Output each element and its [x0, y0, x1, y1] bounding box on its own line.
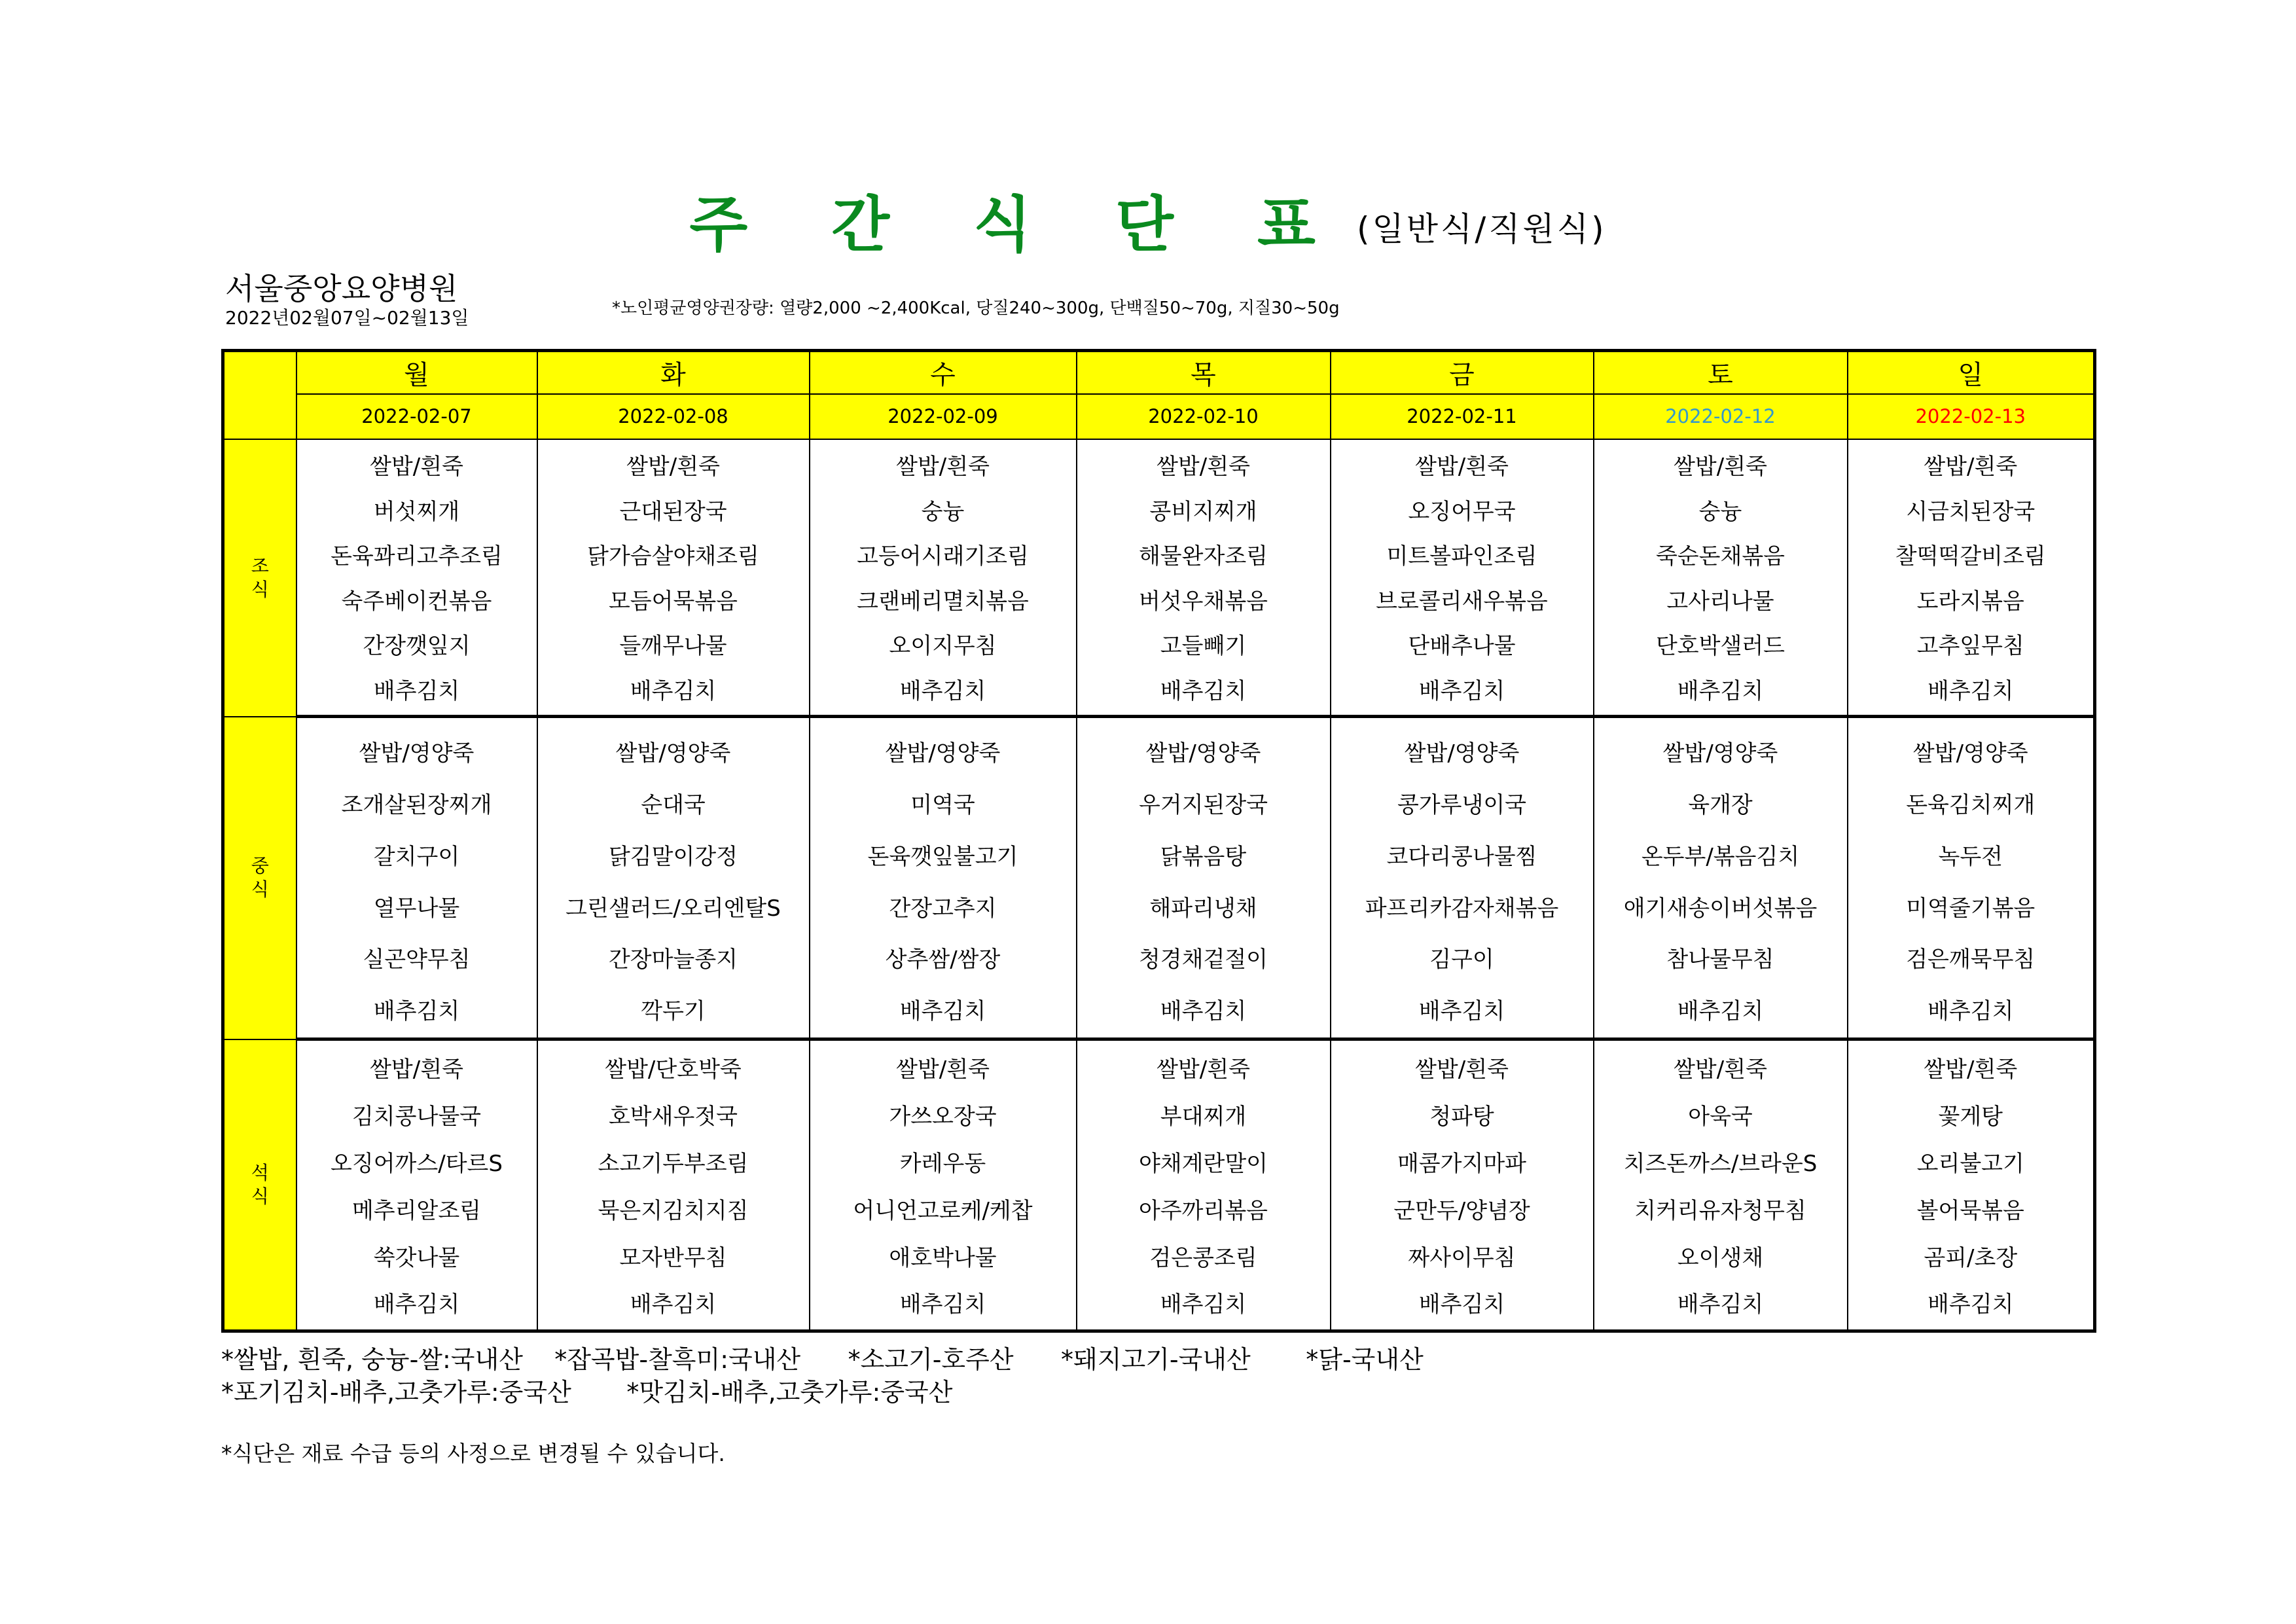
meal-cell: [1077, 1039, 1331, 1331]
dish-item: 실곤약무침: [363, 947, 471, 973]
header-corner: [223, 351, 296, 439]
meal-label: [223, 439, 296, 717]
dish-item: 배추김치: [1677, 998, 1764, 1025]
meal-cell: [537, 717, 810, 1039]
dish-item: 단호박샐러드: [1655, 633, 1785, 660]
meal-cell: [1848, 1039, 2095, 1331]
dish-item: 쌀밥/흰죽: [896, 453, 990, 480]
dish-item: 갈치구이: [373, 843, 460, 870]
dish-item: 닭볶음탕: [1160, 843, 1247, 870]
day-name-row: [223, 351, 2095, 394]
date-cell-2022-02-09: 2022-02-09: [810, 394, 1077, 439]
meal-cell: [1331, 439, 1594, 717]
meal-label-text: 석식: [251, 1161, 269, 1207]
dish-item: 애기새송이버섯볶음: [1623, 895, 1818, 922]
dish-item: 간장깻잎지: [363, 633, 471, 660]
dish-item: 청경채겉절이: [1138, 947, 1268, 973]
dish-item: 치즈돈까스/브라운S: [1623, 1151, 1818, 1178]
dish-item: 죽순돈채볶음: [1655, 543, 1785, 570]
meal-label-text: 조식: [251, 554, 269, 600]
day-name-2022-02-07: 월: [296, 351, 537, 394]
meal-cell: [810, 439, 1077, 717]
title-main: 주 간 식 단 표: [689, 190, 1347, 260]
dish-item: 배추김치: [899, 998, 986, 1025]
day-name-2022-02-12: 토: [1594, 351, 1848, 394]
dish-item: 볼어묵볶음: [1916, 1197, 2024, 1224]
dish-item: 참나물무침: [1666, 947, 1774, 973]
date-cell-2022-02-11: 2022-02-11: [1331, 394, 1594, 439]
dish-list: [538, 718, 809, 1033]
dish-item: 미트볼파인조림: [1386, 543, 1537, 570]
day-name-2022-02-10: 목: [1077, 351, 1331, 394]
hospital-name: 서울중앙요양병원: [225, 271, 458, 306]
meal-row: [223, 439, 2095, 717]
disclaimer-note: *식단은 재료 수급 등의 사정으로 변경될 수 있습니다.: [221, 1441, 725, 1466]
dish-item: 고추잎무침: [1916, 633, 2024, 660]
dish-list: [538, 1041, 809, 1325]
dish-item: 오징어까스/타르S: [331, 1151, 503, 1178]
dish-item: 어니언고로케/케찹: [853, 1197, 1033, 1224]
week-range: 2022년02월07일~02월13일: [225, 307, 469, 329]
day-name-2022-02-13: 일: [1848, 351, 2095, 394]
dish-item: 배추김치: [1418, 677, 1505, 704]
dish-item: 배추김치: [1160, 1291, 1247, 1318]
dish-item: 김구이: [1429, 947, 1494, 973]
dish-item: 깍두기: [641, 998, 706, 1025]
dish-list: [810, 440, 1076, 711]
meal-cell: [296, 1039, 537, 1331]
dish-item: 부대찌개: [1160, 1104, 1247, 1130]
dish-item: 카레우동: [899, 1151, 986, 1178]
dish-item: 검은깨묵무침: [1906, 947, 2036, 973]
dish-item: 김치콩나물국: [351, 1104, 482, 1130]
meal-label: [223, 717, 296, 1039]
dish-item: 콩비지찌개: [1149, 498, 1257, 525]
dish-list: [1848, 440, 2094, 711]
dish-item: 쌀밥/단호박죽: [605, 1056, 742, 1083]
dish-item: 배추김치: [1928, 998, 2014, 1025]
dish-item: 배추김치: [1677, 677, 1764, 704]
dish-item: 쌀밥/영양죽: [1912, 740, 2028, 767]
dish-item: 순대국: [641, 791, 706, 818]
meal-label: [223, 1039, 296, 1331]
origin-notes: [221, 1343, 1424, 1409]
dish-item: 야채계란말이: [1138, 1151, 1268, 1178]
dish-item: 배추김치: [899, 1291, 986, 1318]
dish-item: 콩가루냉이국: [1397, 791, 1527, 818]
dish-item: 치커리유자청무침: [1634, 1197, 1806, 1224]
dish-list: [810, 1041, 1076, 1325]
meal-cell: [810, 717, 1077, 1039]
date-cell-2022-02-12: 2022-02-12: [1594, 394, 1848, 439]
weekly-menu-table: [221, 349, 2096, 1333]
dish-item: 배추김치: [1928, 1291, 2014, 1318]
dish-item: 해파리냉채: [1149, 895, 1257, 922]
dish-list: [1331, 1041, 1593, 1325]
dish-item: 쌀밥/영양죽: [1662, 740, 1778, 767]
dish-item: 매콤가지마파: [1397, 1151, 1527, 1178]
dish-list: [1077, 440, 1330, 711]
dish-list: [1077, 718, 1330, 1033]
meal-row: [223, 717, 2095, 1039]
meal-label-text: 중식: [251, 855, 269, 901]
dish-item: 그린샐러드/오리엔탈S: [565, 895, 781, 922]
dish-item: 쌀밥/영양죽: [1404, 740, 1520, 767]
dish-item: 오리불고기: [1916, 1151, 2024, 1178]
dish-item: 배추김치: [630, 1291, 717, 1318]
dish-item: 간장마늘종지: [608, 947, 738, 973]
dish-item: 돈육깻잎불고기: [867, 843, 1018, 870]
meal-cell: [296, 439, 537, 717]
dish-list: [297, 440, 537, 711]
dish-list: [1848, 718, 2094, 1033]
dish-item: 조개살된장찌개: [341, 791, 492, 818]
dish-item: 숙주베이컨볶음: [341, 588, 492, 615]
dish-item: 버섯찌개: [373, 498, 460, 525]
dish-item: 미역줄기볶음: [1906, 895, 2036, 922]
date-row: [223, 394, 2095, 439]
dish-item: 꽃게탕: [1938, 1104, 2003, 1130]
dish-item: 배추김치: [1160, 677, 1247, 704]
dish-item: 찰떡떡갈비조림: [1895, 543, 2046, 570]
meal-cell: [296, 717, 537, 1039]
dish-item: 우거지된장국: [1138, 791, 1268, 818]
dish-item: 소고기두부조림: [598, 1151, 749, 1178]
dish-item: 간장고추지: [889, 895, 997, 922]
dish-item: 아욱국: [1688, 1104, 1753, 1130]
meal-cell: [1077, 439, 1331, 717]
dish-item: 단배추나물: [1408, 633, 1516, 660]
meal-cell: [810, 1039, 1077, 1331]
dish-item: 아주까리볶음: [1138, 1197, 1268, 1224]
dish-list: [1331, 440, 1593, 711]
meal-cell: [1848, 717, 2095, 1039]
dish-item: 배추김치: [373, 677, 460, 704]
dish-item: 도라지볶음: [1916, 588, 2024, 615]
dish-item: 근대된장국: [619, 498, 727, 525]
dish-item: 쌀밥/영양죽: [885, 740, 1001, 767]
dish-item: 미역국: [910, 791, 975, 818]
meal-cell: [1594, 439, 1848, 717]
dish-item: 배추김치: [630, 677, 717, 704]
dish-list: [810, 718, 1076, 1033]
origin-line-2: *포기김치-배추,고춧가루:중국산 *맛김치-배추,고춧가루:중국산: [221, 1378, 953, 1407]
dish-item: 쌀밥/흰죽: [1924, 453, 2018, 480]
day-name-2022-02-09: 수: [810, 351, 1077, 394]
meal-cell: [537, 439, 810, 717]
meal-cell: [1848, 439, 2095, 717]
page-title: [0, 177, 2296, 263]
dish-list: [1848, 1041, 2094, 1325]
dish-item: 쌀밥/흰죽: [1415, 453, 1509, 480]
dish-item: 쌀밥/영양죽: [1145, 740, 1261, 767]
meal-row: [223, 1039, 2095, 1331]
dish-item: 고사리나물: [1666, 588, 1774, 615]
dish-list: [1594, 1041, 1847, 1325]
dish-item: 오이지무침: [889, 633, 997, 660]
date-cell-2022-02-07: 2022-02-07: [296, 394, 537, 439]
meal-cell: [1594, 1039, 1848, 1331]
dish-item: 크랜베리멸치볶음: [857, 588, 1029, 615]
dish-list: [297, 1041, 537, 1325]
dish-item: 코다리콩나물찜: [1386, 843, 1537, 870]
dish-item: 녹두전: [1938, 843, 2003, 870]
dish-item: 닭가슴살야채조림: [587, 543, 759, 570]
dish-list: [1594, 440, 1847, 711]
dish-item: 열무나물: [373, 895, 460, 922]
dish-item: 배추김치: [1418, 998, 1505, 1025]
meal-cell: [1331, 1039, 1594, 1331]
meal-cell: [537, 1039, 810, 1331]
dish-item: 배추김치: [1677, 1291, 1764, 1318]
origin-line-1: *쌀밥, 흰죽, 숭늉-쌀:국내산 *잡곡밥-찰흑미:국내산 *소고기-호주산 *돼지고기-국내산 *닭-국내산: [221, 1345, 1424, 1374]
dish-item: 닭김말이강정: [608, 843, 738, 870]
dish-item: 고들빼기: [1160, 633, 1247, 660]
dish-item: 쌀밥/흰죽: [1157, 453, 1250, 480]
dish-item: 쌀밥/흰죽: [626, 453, 720, 480]
dish-item: 쌀밥/흰죽: [1157, 1056, 1250, 1083]
dish-item: 쌀밥/흰죽: [1674, 453, 1767, 480]
dish-item: 가쓰오장국: [889, 1104, 997, 1130]
dish-item: 검은콩조림: [1149, 1244, 1257, 1271]
dish-item: 모듬어묵볶음: [608, 588, 738, 615]
dish-item: 쌀밥/흰죽: [370, 1056, 463, 1083]
dish-item: 육개장: [1688, 791, 1753, 818]
dish-item: 쑥갓나물: [373, 1244, 460, 1271]
dish-item: 상추쌈/쌈장: [885, 947, 1001, 973]
dish-item: 곰피/초장: [1924, 1244, 2018, 1271]
dish-item: 오이생채: [1677, 1244, 1764, 1271]
dish-item: 고등어시래기조림: [857, 543, 1029, 570]
day-name-2022-02-11: 금: [1331, 351, 1594, 394]
dish-item: 오징어무국: [1408, 498, 1516, 525]
dish-list: [1077, 1041, 1330, 1325]
dish-item: 쌀밥/흰죽: [896, 1056, 990, 1083]
date-cell-2022-02-13: 2022-02-13: [1848, 394, 2095, 439]
date-cell-2022-02-10: 2022-02-10: [1077, 394, 1331, 439]
dish-item: 숭늉: [921, 498, 965, 525]
dish-item: 파프리카감자채볶음: [1365, 895, 1559, 922]
dish-item: 호박새우젓국: [608, 1104, 738, 1130]
dish-item: 배추김치: [373, 1291, 460, 1318]
dish-item: 배추김치: [1418, 1291, 1505, 1318]
dish-item: 애호박나물: [889, 1244, 997, 1271]
dish-item: 쌀밥/영양죽: [615, 740, 731, 767]
meal-cell: [1331, 717, 1594, 1039]
dish-item: 돈육김치찌개: [1906, 791, 2036, 818]
dish-item: 해물완자조림: [1138, 543, 1268, 570]
dish-item: 배추김치: [373, 998, 460, 1025]
dish-item: 쌀밥/흰죽: [370, 453, 463, 480]
dish-item: 돈육꽈리고추조림: [331, 543, 503, 570]
day-name-2022-02-08: 화: [537, 351, 810, 394]
dish-item: 배추김치: [1928, 677, 2014, 704]
dish-item: 들깨무나물: [619, 633, 727, 660]
nutrition-note: *노인평균영양권장량: 열량2,000 ~2,400Kcal, 당질240~300g, 단백질50~70g, 지질30~50g: [612, 298, 1340, 318]
dish-list: [1331, 718, 1593, 1033]
dish-item: 짜사이무침: [1408, 1244, 1516, 1271]
dish-item: 쌀밥/흰죽: [1674, 1056, 1767, 1083]
dish-item: 쌀밥/영양죽: [359, 740, 475, 767]
dish-list: [297, 718, 537, 1033]
dish-item: 버섯우채볶음: [1138, 588, 1268, 615]
date-cell-2022-02-08: 2022-02-08: [537, 394, 810, 439]
meal-cell: [1594, 717, 1848, 1039]
dish-item: 배추김치: [899, 677, 986, 704]
dish-item: 메추리알조림: [351, 1197, 482, 1224]
dish-item: 브로콜리새우볶음: [1376, 588, 1548, 615]
dish-item: 온두부/볶음김치: [1641, 843, 1800, 870]
meal-cell: [1077, 717, 1331, 1039]
dish-item: 군만두/양념장: [1393, 1197, 1530, 1224]
dish-item: 쌀밥/흰죽: [1924, 1056, 2018, 1083]
dish-item: 쌀밥/흰죽: [1415, 1056, 1509, 1083]
dish-item: 숭늉: [1698, 498, 1742, 525]
title-sub: (일반식/직원식): [1356, 210, 1607, 248]
dish-list: [538, 440, 809, 711]
dish-list: [1594, 718, 1847, 1033]
dish-item: 청파탕: [1429, 1104, 1494, 1130]
dish-item: 모자반무침: [619, 1244, 727, 1271]
dish-item: 배추김치: [1160, 998, 1247, 1025]
dish-item: 시금치된장국: [1906, 498, 2036, 525]
dish-item: 묵은지김치지짐: [598, 1197, 749, 1224]
